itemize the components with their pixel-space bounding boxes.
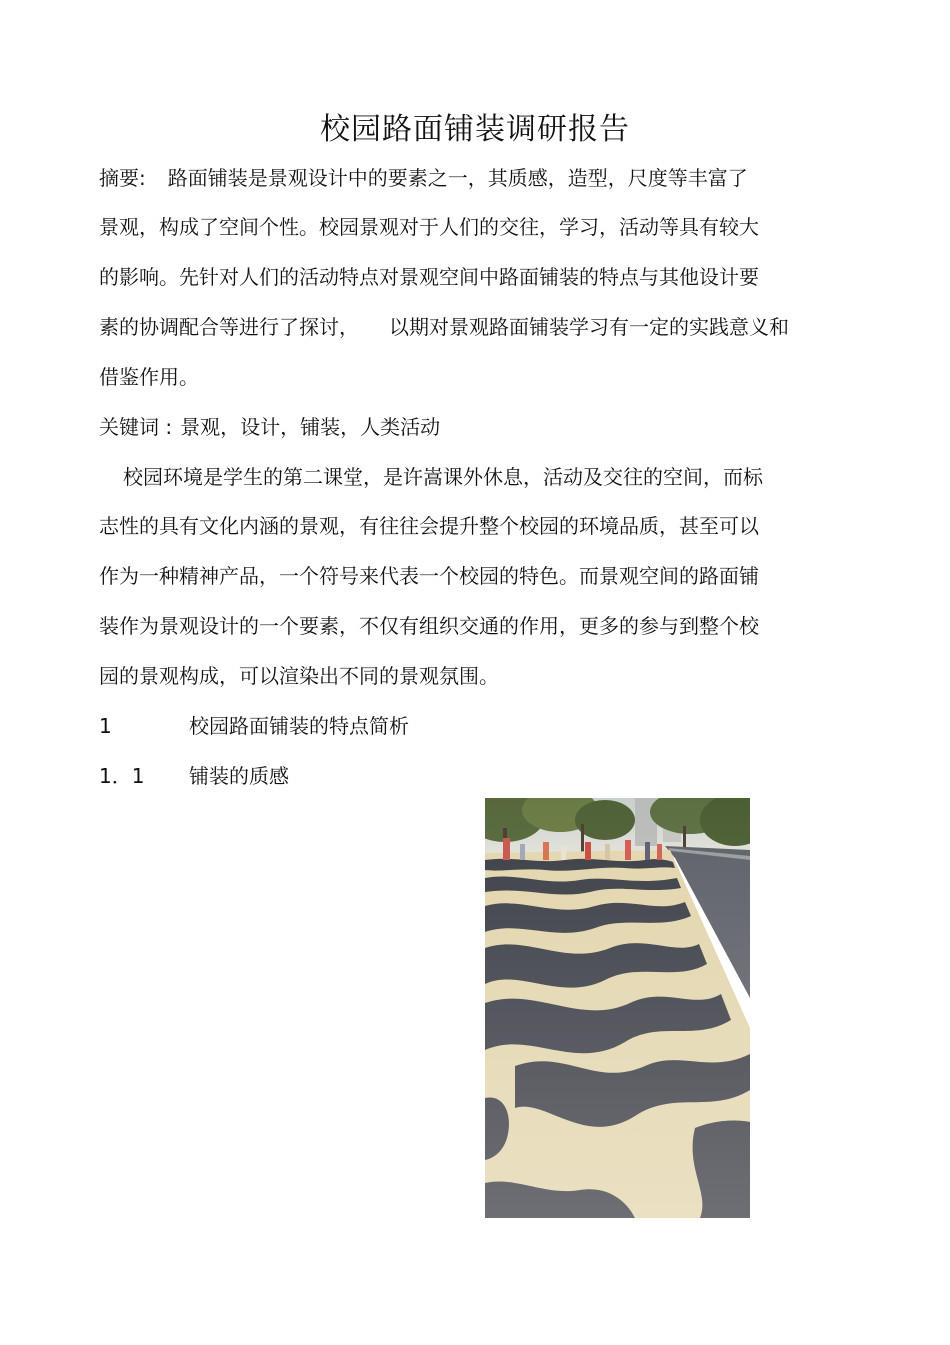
keywords-value: 景观，设计，铺装，人类活动 xyxy=(180,415,441,439)
abstract-line-4 xyxy=(99,313,789,341)
section-heading-1 xyxy=(99,712,409,740)
body-line-4: 装作为景观设计的一个要素，不仅有组织交通的作用，更多的参与到整个校 xyxy=(99,614,759,638)
body-line-5: 园的景观构成，可以渲染出不同的景观氛围。 xyxy=(99,664,499,688)
body-line-3: 作为一种精神产品，一个符号来代表一个校园的特色。而景观空间的路面铺 xyxy=(99,564,759,588)
abstract-text: 素的协调配合等进行了探讨， xyxy=(99,315,359,339)
abstract-text: 路面铺装是景观设计中的要素之一，其质感，造型，尺度等丰富了 xyxy=(167,166,748,190)
section-title: 铺装的质感 xyxy=(189,764,289,788)
abstract-line-3: 的影响。先针对人们的活动特点对景观空间中路面铺装的特点与其他设计要 xyxy=(99,265,759,289)
wave-pattern-pavement-photo-icon xyxy=(485,798,750,1218)
body-line-1: 校园环境是学生的第二课堂，是许嵩课外休息，活动及交往的空间，而标 xyxy=(123,465,763,489)
abstract-text: 以期对景观路面铺装学习有一定的实践意义和 xyxy=(389,315,789,339)
keywords-label: 关键词 : xyxy=(99,415,173,439)
page-title: 校园路面铺装调研报告 xyxy=(320,112,630,147)
abstract-line-1 xyxy=(99,164,748,192)
section-number: 1．1 xyxy=(99,764,145,788)
body-line-2: 志性的具有文化内涵的景观，有往往会提升整个校园的环境品质，甚至可以 xyxy=(99,514,759,538)
abstract-line-2: 景观，构成了空间个性。校园景观对于人们的交往，学习，活动等具有较大 xyxy=(99,215,759,239)
pavement-photo xyxy=(485,798,750,1218)
abstract-label: 摘要: xyxy=(99,166,146,190)
section-title: 校园路面铺装的特点简析 xyxy=(189,714,409,738)
abstract-line-6: 借鉴作用。 xyxy=(99,365,199,389)
keywords-line xyxy=(99,413,440,441)
section-number: 1 xyxy=(99,714,112,738)
section-heading-1-1 xyxy=(99,762,289,790)
